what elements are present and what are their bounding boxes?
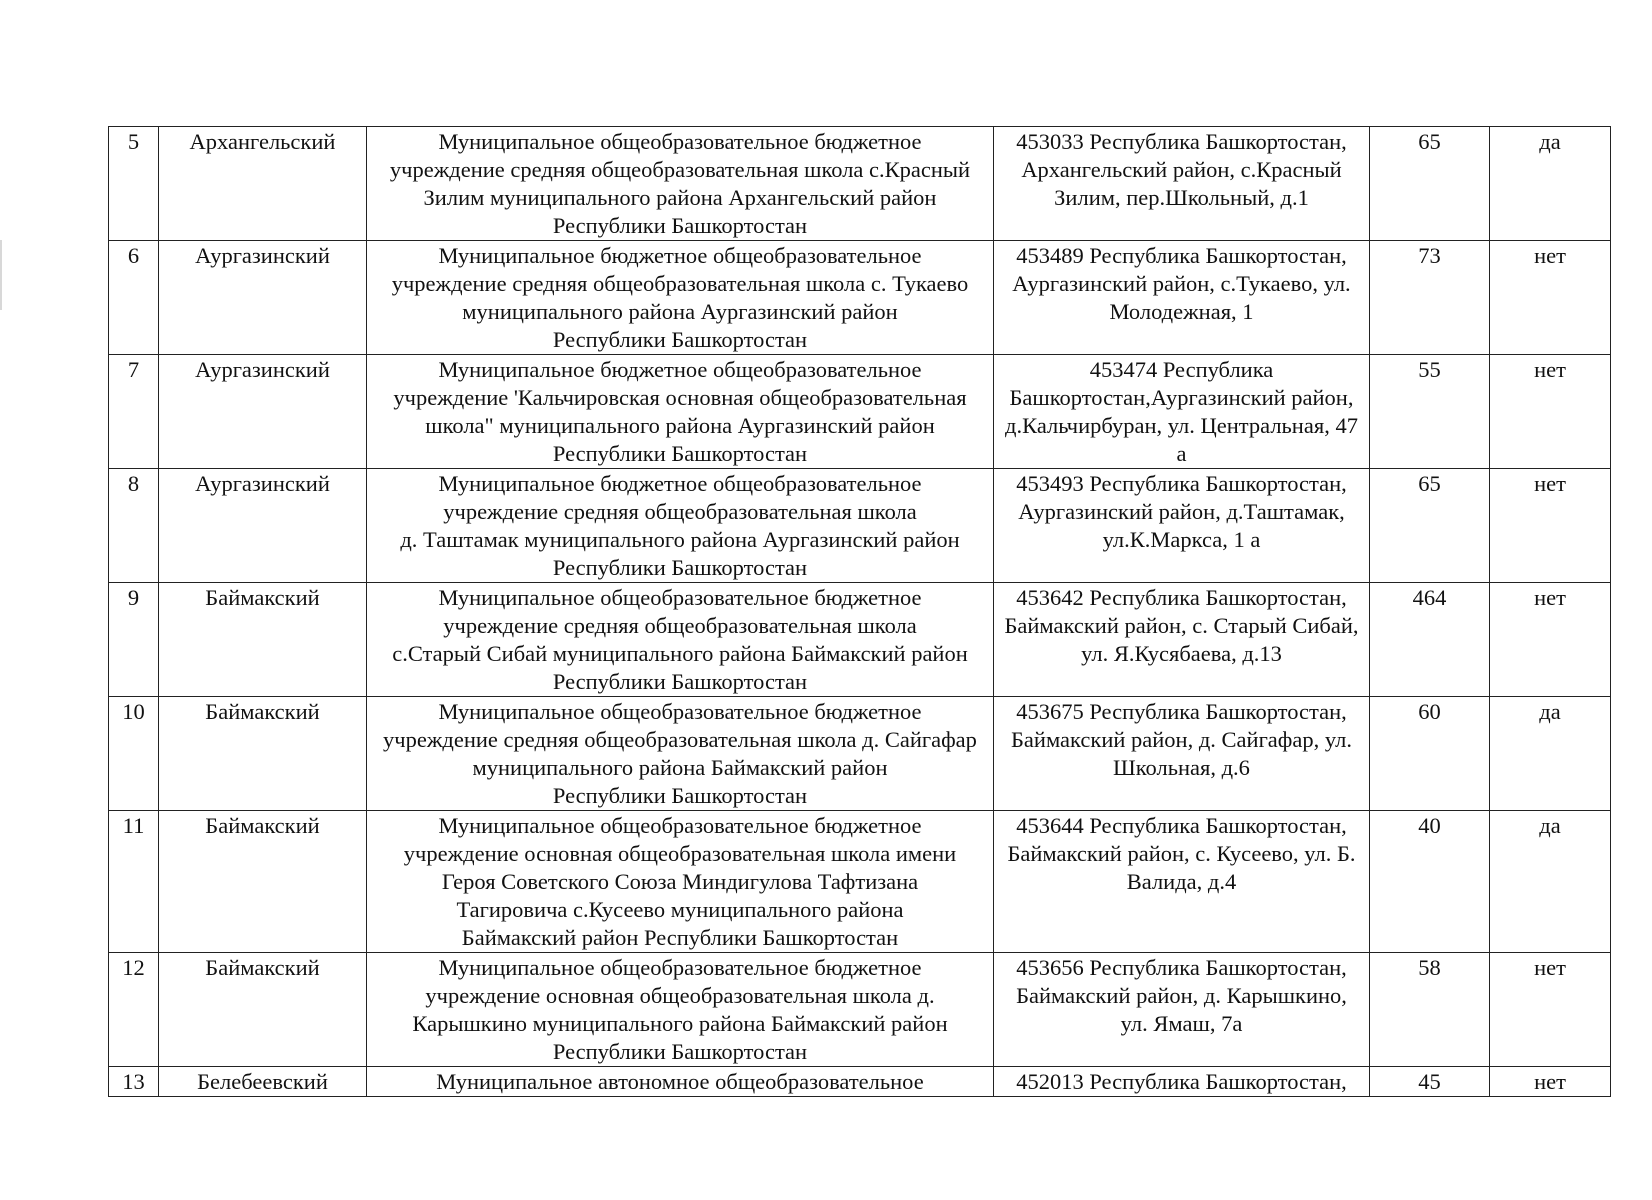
address-cell: 453474 Республика Башкортостан,Аургазинский район, д.Кальчирбуран, ул. Центральная, 47 а (994, 355, 1370, 469)
table-row (109, 469, 1611, 583)
table-row (109, 1067, 1611, 1097)
district-cell: Баймакский (159, 583, 367, 697)
flag-cell: нет (1490, 953, 1611, 1067)
school-name-cell: Муниципальное автономное общеобразовательное (367, 1067, 994, 1097)
flag-cell: да (1490, 697, 1611, 811)
address-cell: 453642 Республика Башкортостан, Баймакский район, с. Старый Сибай, ул. Я.Кусябаева, д.13 (994, 583, 1370, 697)
count-cell: 65 (1370, 469, 1490, 583)
school-name-cell: Муниципальное общеобразовательное бюджетное учреждение средняя общеобразовательная школа с.Старый Сибай муниципального района Баймакский район Республики Башкортостан (367, 583, 994, 697)
row-number: 11 (109, 811, 159, 953)
address-cell: 453644 Республика Башкортостан, Баймакский район, с. Кусеево, ул. Б. Валида, д.4 (994, 811, 1370, 953)
table-body (109, 127, 1611, 1097)
district-cell: Баймакский (159, 953, 367, 1067)
flag-cell: нет (1490, 1067, 1611, 1097)
address-cell: 452013 Республика Башкортостан, (994, 1067, 1370, 1097)
district-cell: Архангельский (159, 127, 367, 241)
address-cell: 453033 Республика Башкортостан, Архангельский район, с.Красный Зилим, пер.Школьный, д.1 (994, 127, 1370, 241)
school-name-cell: Муниципальное общеобразовательное бюджетное учреждение основная общеобразовательная школа д. Карышкино муниципального района Баймакский район Республики Башкортостан (367, 953, 994, 1067)
district-cell: Аургазинский (159, 469, 367, 583)
school-name-cell: Муниципальное общеобразовательное бюджетное учреждение средняя общеобразовательная школа д. Сайгафар муниципального района Баймакский район Республики Башкортостан (367, 697, 994, 811)
row-number: 13 (109, 1067, 159, 1097)
row-number: 6 (109, 241, 159, 355)
address-cell: 453489 Республика Башкортостан, Аургазинский район, с.Тукаево, ул. Молодежная, 1 (994, 241, 1370, 355)
flag-cell: да (1490, 127, 1611, 241)
school-name-cell: Муниципальное общеобразовательное бюджетное учреждение средняя общеобразовательная школа с.Красный Зилим муниципального района Архангельский район Республики Башкортостан (367, 127, 994, 241)
district-cell: Белебеевский (159, 1067, 367, 1097)
count-cell: 65 (1370, 127, 1490, 241)
row-number: 9 (109, 583, 159, 697)
row-number: 7 (109, 355, 159, 469)
flag-cell: нет (1490, 355, 1611, 469)
schools-table (108, 126, 1611, 1097)
scan-edge-mark (0, 240, 2, 310)
count-cell: 58 (1370, 953, 1490, 1067)
table-row (109, 241, 1611, 355)
table-row (109, 697, 1611, 811)
count-cell: 40 (1370, 811, 1490, 953)
address-cell: 453656 Республика Башкортостан, Баймакский район, д. Карышкино, ул. Ямаш, 7а (994, 953, 1370, 1067)
count-cell: 464 (1370, 583, 1490, 697)
row-number: 10 (109, 697, 159, 811)
flag-cell: да (1490, 811, 1611, 953)
address-cell: 453675 Республика Башкортостан, Баймакский район, д. Сайгафар, ул. Школьная, д.6 (994, 697, 1370, 811)
district-cell: Баймакский (159, 697, 367, 811)
table-row (109, 127, 1611, 241)
count-cell: 45 (1370, 1067, 1490, 1097)
count-cell: 60 (1370, 697, 1490, 811)
school-name-cell: Муниципальное общеобразовательное бюджетное учреждение основная общеобразовательная школа имени Героя Советского Союза Миндигулова Тафтизана Тагировича с.Кусеево муниципального района Баймакский район Республики Башкортостан (367, 811, 994, 953)
table-row (109, 811, 1611, 953)
school-name-cell: Муниципальное бюджетное общеобразовательное учреждение 'Кальчировская основная общеобразовательная школа" муниципального района Аургазинский район Республики Башкортостан (367, 355, 994, 469)
flag-cell: нет (1490, 583, 1611, 697)
district-cell: Аургазинский (159, 241, 367, 355)
address-cell: 453493 Республика Башкортостан, Аургазинский район, д.Таштамак, ул.К.Маркса, 1 а (994, 469, 1370, 583)
flag-cell: нет (1490, 469, 1611, 583)
row-number: 5 (109, 127, 159, 241)
row-number: 8 (109, 469, 159, 583)
district-cell: Аургазинский (159, 355, 367, 469)
school-name-cell: Муниципальное бюджетное общеобразовательное учреждение средняя общеобразовательная школа с. Тукаево муниципального района Аургазинский район Республики Башкортостан (367, 241, 994, 355)
count-cell: 55 (1370, 355, 1490, 469)
table-row (109, 583, 1611, 697)
row-number: 12 (109, 953, 159, 1067)
district-cell: Баймакский (159, 811, 367, 953)
flag-cell: нет (1490, 241, 1611, 355)
school-name-cell: Муниципальное бюджетное общеобразовательное учреждение средняя общеобразовательная школа д. Таштамак муниципального района Аургазинский район Республики Башкортостан (367, 469, 994, 583)
table-row (109, 355, 1611, 469)
count-cell: 73 (1370, 241, 1490, 355)
table-row (109, 953, 1611, 1067)
